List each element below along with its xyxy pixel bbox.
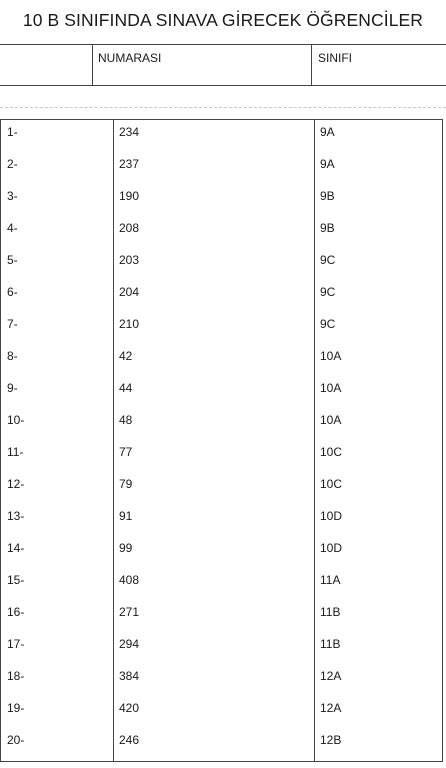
student-number: 44 bbox=[119, 381, 133, 395]
header-table bbox=[0, 44, 446, 86]
table-row bbox=[1, 600, 442, 632]
student-number: 190 bbox=[119, 189, 140, 203]
table-row bbox=[1, 408, 442, 440]
student-number: 271 bbox=[119, 605, 140, 619]
class-name: 9C bbox=[320, 317, 336, 331]
row-number: 19- bbox=[7, 701, 25, 715]
table-row bbox=[1, 152, 442, 184]
class-name: 9C bbox=[320, 253, 336, 267]
student-number: 234 bbox=[119, 125, 140, 139]
row-number: 13- bbox=[7, 509, 25, 523]
class-name: 11A bbox=[320, 573, 341, 587]
student-number: 48 bbox=[119, 413, 133, 427]
table-row bbox=[1, 664, 442, 696]
class-name: 10C bbox=[320, 445, 343, 459]
divider bbox=[0, 107, 446, 108]
table-row bbox=[1, 728, 442, 760]
class-name: 9A bbox=[320, 157, 335, 171]
table-row bbox=[1, 344, 442, 376]
row-number: 2- bbox=[7, 157, 18, 171]
class-name: 11B bbox=[320, 637, 341, 651]
table-row bbox=[1, 632, 442, 664]
student-number: 204 bbox=[119, 285, 140, 299]
row-number: 16- bbox=[7, 605, 25, 619]
row-number: 9- bbox=[7, 381, 18, 395]
student-number: 77 bbox=[119, 445, 133, 459]
student-number: 210 bbox=[119, 317, 140, 331]
row-number: 11- bbox=[7, 445, 24, 459]
student-number: 208 bbox=[119, 221, 140, 235]
row-number: 1- bbox=[7, 125, 18, 139]
table-row bbox=[1, 440, 442, 472]
row-number: 4- bbox=[7, 221, 18, 235]
table-row bbox=[1, 568, 442, 600]
student-table bbox=[0, 119, 443, 762]
student-number: 294 bbox=[119, 637, 140, 651]
page-title: 10 B SINIFINDA SINAVA GİRECEK ÖĞRENCİLER bbox=[22, 10, 424, 30]
header-cell-numarasi: NUMARASI bbox=[93, 45, 312, 85]
row-number: 3- bbox=[7, 189, 18, 203]
class-name: 12B bbox=[320, 733, 342, 747]
table-row bbox=[1, 696, 442, 728]
header-cell-sinifi: SINIFI bbox=[318, 51, 353, 65]
class-name: 9B bbox=[320, 189, 335, 203]
table-row bbox=[1, 472, 442, 504]
header-cell-empty bbox=[0, 45, 93, 85]
class-name: 12A bbox=[320, 701, 342, 715]
student-number: 203 bbox=[119, 253, 140, 267]
student-number: 42 bbox=[119, 349, 133, 363]
table-row bbox=[1, 280, 442, 312]
row-number: 14- bbox=[7, 541, 25, 555]
student-number: 420 bbox=[119, 701, 140, 715]
row-number: 17- bbox=[7, 637, 25, 651]
row-number: 18- bbox=[7, 669, 25, 683]
class-name: 9B bbox=[320, 221, 335, 235]
class-name: 10A bbox=[320, 381, 342, 395]
student-number: 246 bbox=[119, 733, 140, 747]
class-name: 12A bbox=[320, 669, 342, 683]
row-number: 6- bbox=[7, 285, 18, 299]
class-name: 10D bbox=[320, 541, 343, 555]
table-row bbox=[1, 184, 442, 216]
student-number: 408 bbox=[119, 573, 140, 587]
row-number: 7- bbox=[7, 317, 18, 331]
row-number: 8- bbox=[7, 349, 18, 363]
table-row bbox=[1, 216, 442, 248]
table-row bbox=[1, 248, 442, 280]
table-row bbox=[1, 312, 442, 344]
class-name: 10A bbox=[320, 413, 342, 427]
class-name: 10D bbox=[320, 509, 343, 523]
student-number: 384 bbox=[119, 669, 140, 683]
class-name: 9C bbox=[320, 285, 336, 299]
table-row bbox=[1, 536, 442, 568]
table-row bbox=[1, 504, 442, 536]
class-name: 10A bbox=[320, 349, 342, 363]
student-number: 79 bbox=[119, 477, 133, 491]
class-name: 11B bbox=[320, 605, 341, 619]
student-number: 91 bbox=[119, 509, 133, 523]
row-number: 20- bbox=[7, 733, 25, 747]
class-name: 9A bbox=[320, 125, 335, 139]
row-number: 12- bbox=[7, 477, 25, 491]
row-number: 5- bbox=[7, 253, 18, 267]
table-row bbox=[1, 376, 442, 408]
table-row bbox=[1, 120, 442, 152]
class-name: 10C bbox=[320, 477, 343, 491]
student-number: 237 bbox=[119, 157, 140, 171]
row-number: 10- bbox=[7, 413, 25, 427]
row-number: 15- bbox=[7, 573, 25, 587]
student-number: 99 bbox=[119, 541, 133, 555]
